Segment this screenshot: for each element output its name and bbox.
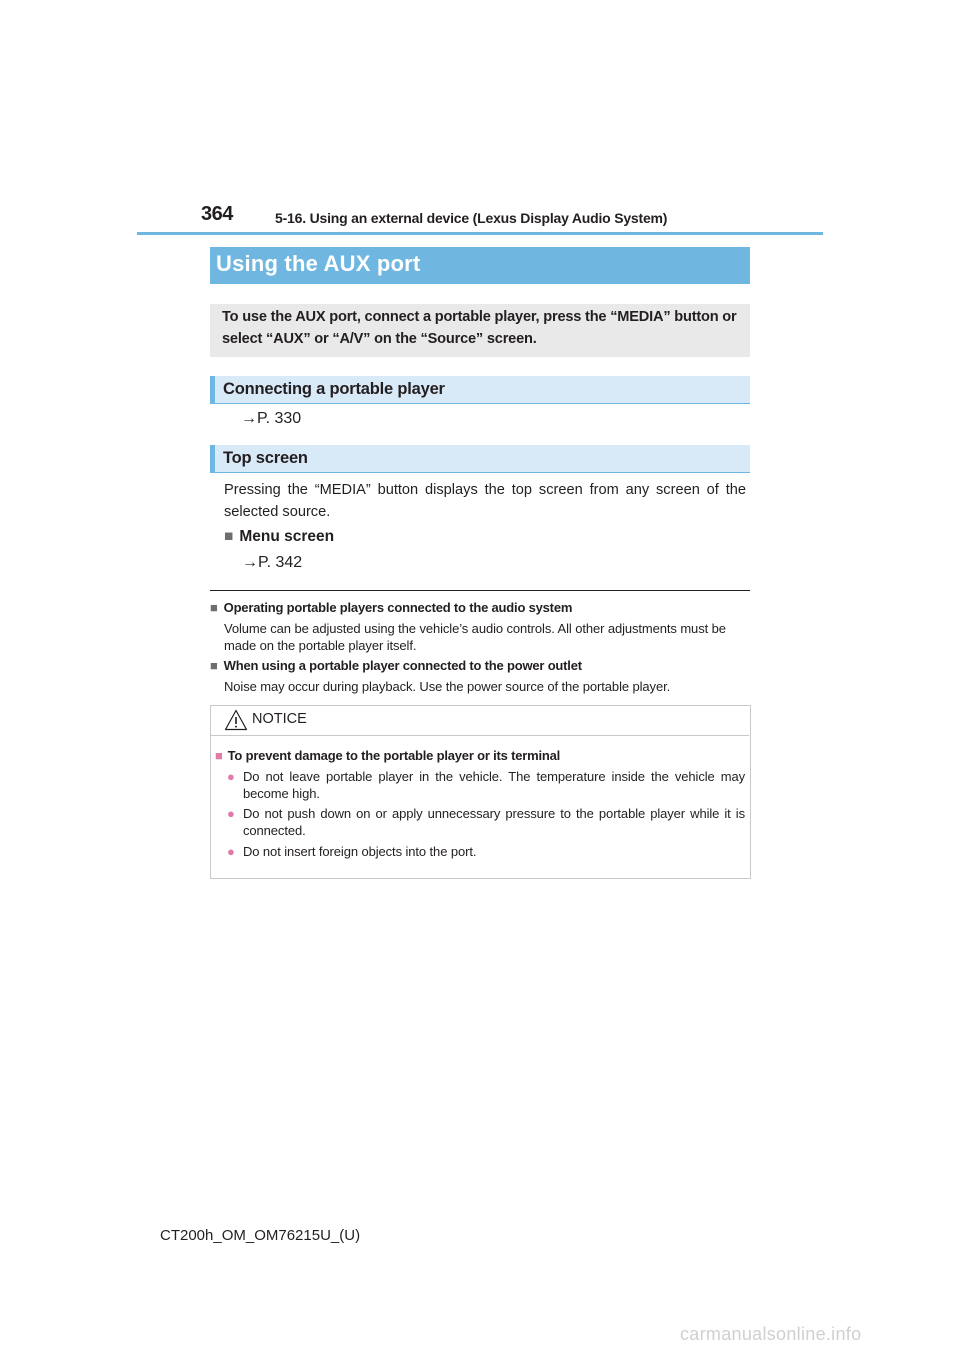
notice-divider	[211, 735, 749, 736]
notes-divider	[210, 590, 750, 591]
document-code: CT200h_OM_OM76215U_(U)	[160, 1227, 361, 1244]
watermark: carmanualsonline.info	[680, 1324, 862, 1344]
sub-heading-menu-screen	[224, 528, 334, 546]
notice-label: NOTICE	[252, 711, 307, 727]
note-heading-operating	[210, 600, 572, 615]
warning-triangle-icon	[224, 709, 248, 731]
intro-text: To use the AUX port, connect a portable player, press the “MEDIA” button or select “AUX” or “A/V” on the “Source” screen.	[222, 309, 737, 347]
section-title-connecting: Connecting a portable player	[223, 380, 445, 398]
square-bullet-icon: ■	[210, 600, 218, 615]
notice-bullet	[227, 844, 745, 861]
bullet-dot-icon: ●	[227, 806, 235, 821]
square-bullet-icon: ■	[224, 528, 234, 545]
page-number: 364	[201, 203, 233, 225]
note-heading-label: Operating portable players connected to the audio system	[223, 600, 573, 615]
notice-bullet-text: Do not leave portable player in the vehicle. The temperature inside the vehicle may become high.	[243, 769, 745, 801]
notice-heading	[215, 748, 560, 763]
top-screen-description: Pressing the “MEDIA” button displays the top screen from any screen of the selected source.	[224, 482, 746, 520]
note-heading-power-outlet	[210, 658, 582, 673]
note-body-power-outlet: Noise may occur during playback. Use the power source of the portable player.	[224, 679, 671, 694]
page-reference-330[interactable]: →P. 330	[241, 410, 302, 427]
notice-bullet-text: Do not push down on or apply unnecessary pressure to the portable player while it is connected.	[243, 806, 745, 838]
notice-bullet	[227, 806, 745, 839]
notice-heading-label: To prevent damage to the portable player or its terminal	[227, 748, 561, 763]
note-body-operating: Volume can be adjusted using the vehicle’s audio controls. All other adjustments must be made on the portable player itself.	[224, 621, 726, 653]
bullet-dot-icon: ●	[227, 769, 235, 784]
section-title-top-screen: Top screen	[223, 449, 308, 467]
notice-bullet-text: Do not insert foreign objects into the port.	[243, 844, 477, 859]
header-rule	[137, 232, 823, 235]
bullet-dot-icon: ●	[227, 844, 235, 859]
page-reference-342[interactable]: →P. 342	[242, 554, 303, 571]
note-heading-label: When using a portable player connected to the power outlet	[223, 658, 582, 673]
square-bullet-icon: ■	[215, 748, 223, 763]
running-head: 5-16. Using an external device (Lexus Display Audio System)	[275, 210, 668, 226]
section-marker	[210, 445, 215, 473]
sub-heading-label: Menu screen	[239, 528, 335, 545]
page-title: Using the AUX port	[216, 251, 421, 276]
section-marker	[210, 376, 215, 404]
notice-bullet	[227, 769, 745, 802]
square-bullet-icon: ■	[210, 658, 218, 673]
